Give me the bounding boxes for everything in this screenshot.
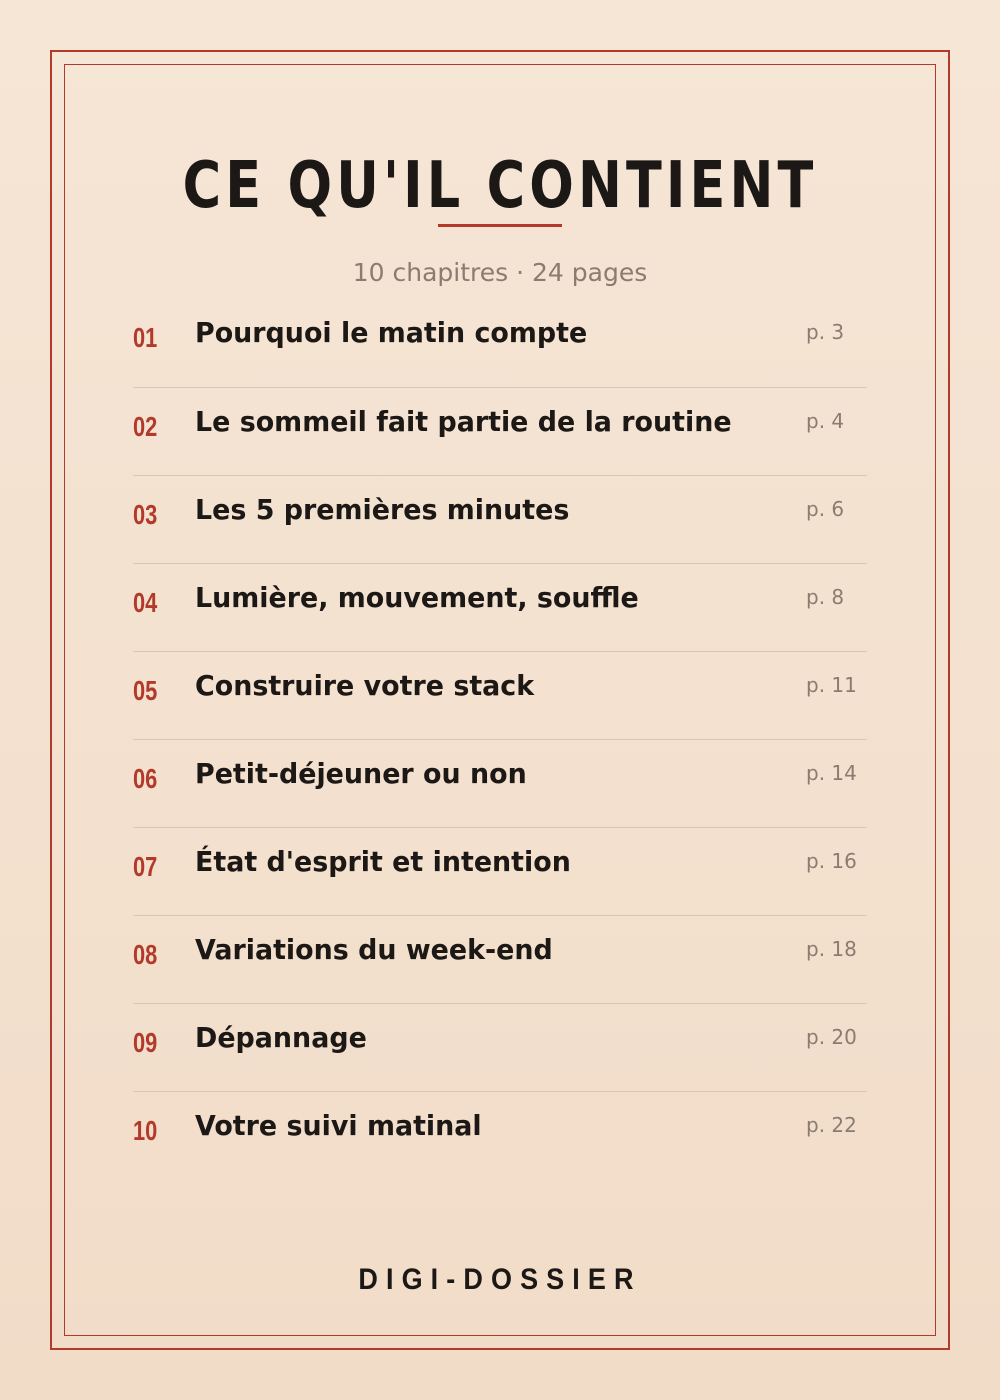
- chapter-number: 01: [133, 322, 158, 353]
- chapter-title: Les 5 premières minutes: [195, 493, 570, 526]
- toc-row-chapter-02[interactable]: [133, 387, 867, 475]
- toc-row-chapter-03[interactable]: [133, 475, 867, 563]
- toc-row-chapter-08[interactable]: [133, 915, 867, 1003]
- toc-row-chapter-07[interactable]: [133, 827, 867, 915]
- chapter-title: Petit-déjeuner ou non: [195, 757, 527, 790]
- chapter-title: Construire votre stack: [195, 669, 535, 702]
- chapter-number: 07: [133, 851, 158, 882]
- chapter-page-number: p. 4: [806, 409, 845, 433]
- chapter-number: 10: [133, 1115, 158, 1146]
- chapter-title: Pourquoi le matin compte: [195, 316, 588, 349]
- chapter-title: Dépannage: [195, 1021, 367, 1054]
- toc-row-chapter-04[interactable]: [133, 563, 867, 651]
- chapter-page-number: p. 14: [806, 761, 857, 785]
- chapter-page-number: p. 11: [806, 673, 857, 697]
- chapter-page-number: p. 16: [806, 849, 857, 873]
- toc-row-chapter-09[interactable]: [133, 1003, 867, 1091]
- chapter-page-number: p. 20: [806, 1025, 857, 1049]
- title-underline-accent: [438, 224, 562, 227]
- chapter-title: Lumière, mouvement, souffle: [195, 581, 639, 614]
- chapter-page-number: p. 3: [806, 320, 845, 344]
- chapter-number: 02: [133, 411, 158, 442]
- chapter-number: 06: [133, 763, 158, 794]
- page-title: CE QU'IL CONTIENT: [182, 149, 818, 223]
- chapter-page-number: p. 18: [806, 937, 857, 961]
- toc-row-chapter-10[interactable]: [133, 1091, 867, 1179]
- toc-row-chapter-01[interactable]: [133, 299, 867, 387]
- chapter-number: 03: [133, 499, 158, 530]
- chapter-title: Le sommeil fait partie de la routine: [195, 405, 732, 438]
- chapter-page-number: p. 8: [806, 585, 845, 609]
- chapter-title: Votre suivi matinal: [195, 1109, 482, 1142]
- toc-row-chapter-05[interactable]: [133, 651, 867, 739]
- chapter-number: 05: [133, 675, 158, 706]
- toc-row-chapter-06[interactable]: [133, 739, 867, 827]
- chapter-number: 08: [133, 939, 158, 970]
- chapter-page-number: p. 6: [806, 497, 845, 521]
- brand-footer: DIGI-DOSSIER: [358, 1263, 642, 1296]
- chapter-number: 04: [133, 587, 158, 618]
- chapter-title: État d'esprit et intention: [195, 845, 571, 878]
- table-of-contents: [133, 299, 867, 1179]
- chapter-title: Variations du week-end: [195, 933, 553, 966]
- chapter-number: 09: [133, 1027, 158, 1058]
- chapter-page-number: p. 22: [806, 1113, 857, 1137]
- page-subtitle: 10 chapitres · 24 pages: [352, 258, 648, 287]
